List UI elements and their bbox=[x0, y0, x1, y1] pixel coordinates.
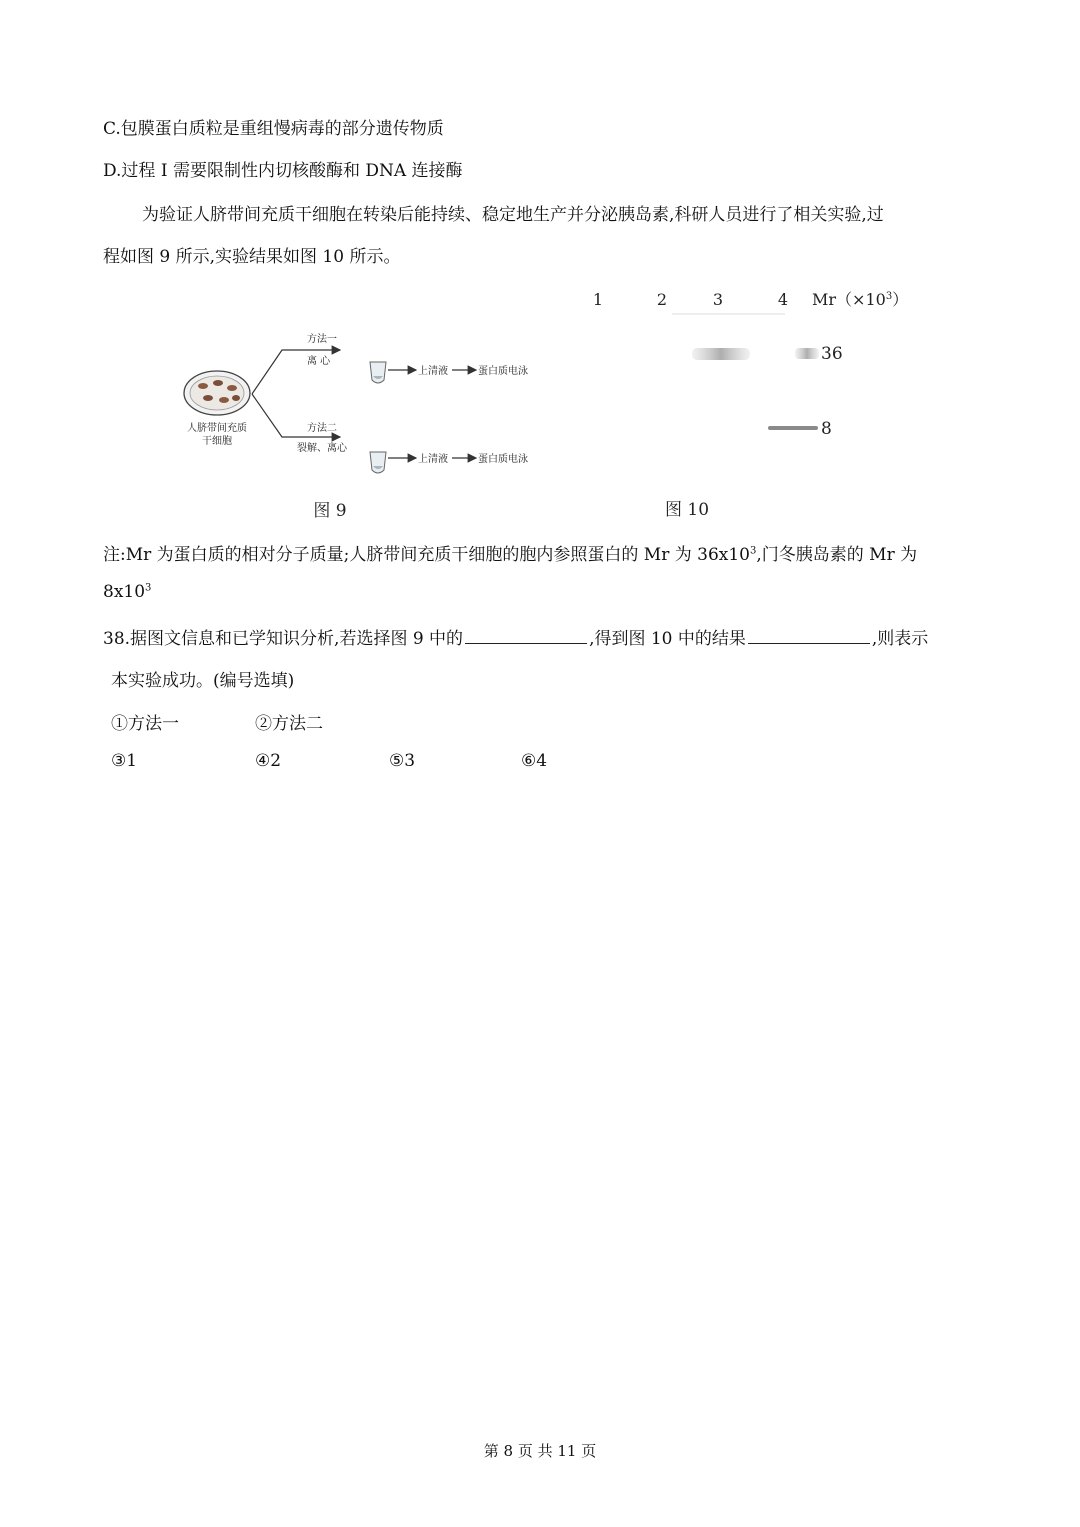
cell-dish-icon bbox=[184, 371, 250, 415]
supernatant-1: 上清液 bbox=[418, 366, 448, 377]
band-lane-4-8 bbox=[768, 426, 818, 430]
choice-4: ④2 bbox=[255, 751, 282, 771]
note-line-2: $8x10^3$ bbox=[103, 582, 152, 602]
centrifuge-tube-1-icon bbox=[370, 362, 386, 383]
intro-line-1: 为验证人脐带间充质干细胞在转染后能持续、稳定地生产并分泌胰岛素,科研人员进行了相关实验,过 bbox=[142, 205, 884, 225]
choice-1: ①方法一 bbox=[111, 714, 179, 734]
method-2-title: 方法二 bbox=[307, 423, 337, 434]
centrifuge-tube-2-icon bbox=[370, 452, 386, 473]
lane-label-2: 2 bbox=[656, 290, 668, 309]
marker-36: 36 bbox=[821, 344, 843, 364]
answer-blank-1[interactable] bbox=[465, 629, 587, 644]
option-c: C.包膜蛋白质粒是重组慢病毒的部分遗传物质 bbox=[103, 119, 444, 139]
mr-axis-label: $Mr(\times 10^3)$ bbox=[812, 290, 909, 309]
cell-label-2: 干细胞 bbox=[202, 436, 232, 447]
band-lane-4-36 bbox=[795, 348, 819, 359]
question-38-line-2: 本实验成功。(编号选填) bbox=[111, 671, 295, 691]
electrophoresis-2: 蛋白质电泳 bbox=[478, 454, 528, 465]
electrophoresis-1: 蛋白质电泳 bbox=[478, 366, 528, 377]
question-38: 38.据图文信息和已学知识分析,若选择图 9 中的 ,得到图 10 中的结果 ,则表示 bbox=[103, 629, 929, 649]
answer-blank-2[interactable] bbox=[748, 629, 870, 644]
band-lane-3-36 bbox=[692, 348, 750, 360]
option-d: D.过程 I 需要限制性内切核酸酶和 DNA 连接酶 bbox=[103, 161, 463, 181]
method-1-title: 方法一 bbox=[307, 334, 337, 345]
choice-3: ③1 bbox=[111, 751, 138, 771]
choice-2: ②方法二 bbox=[255, 714, 323, 734]
lane-label-3: 3 bbox=[712, 290, 724, 309]
method-2-step: 裂解、离心 bbox=[297, 443, 347, 454]
lane-label-1: 1 bbox=[592, 290, 604, 309]
lane-label-4: 4 bbox=[777, 290, 789, 309]
choice-5: ⑤3 bbox=[389, 751, 416, 771]
choice-6: ⑥4 bbox=[521, 751, 548, 771]
figure-9-caption: 图 9 bbox=[313, 501, 347, 521]
page-footer: 第 8 页 共 11 页 bbox=[483, 1442, 597, 1460]
note-line-1: 注:Mr 为蛋白质的相对分子质量;人脐带间充质干细胞的胞内参照蛋白的 Mr 为 $36x10^3$,门冬胰岛素的 Mr 为 bbox=[103, 545, 918, 565]
marker-8: 8 bbox=[821, 419, 832, 439]
intro-line-2: 程如图 9 所示,实验结果如图 10 所示。 bbox=[103, 247, 401, 267]
cell-label-1: 人脐带间充质 bbox=[187, 423, 247, 434]
method-1-step: 离 心 bbox=[307, 356, 331, 367]
figure-9-diagram bbox=[170, 320, 550, 530]
figure-10-caption: 图 10 bbox=[664, 500, 710, 520]
figure-10-gel bbox=[580, 280, 910, 530]
supernatant-2: 上清液 bbox=[418, 454, 448, 465]
